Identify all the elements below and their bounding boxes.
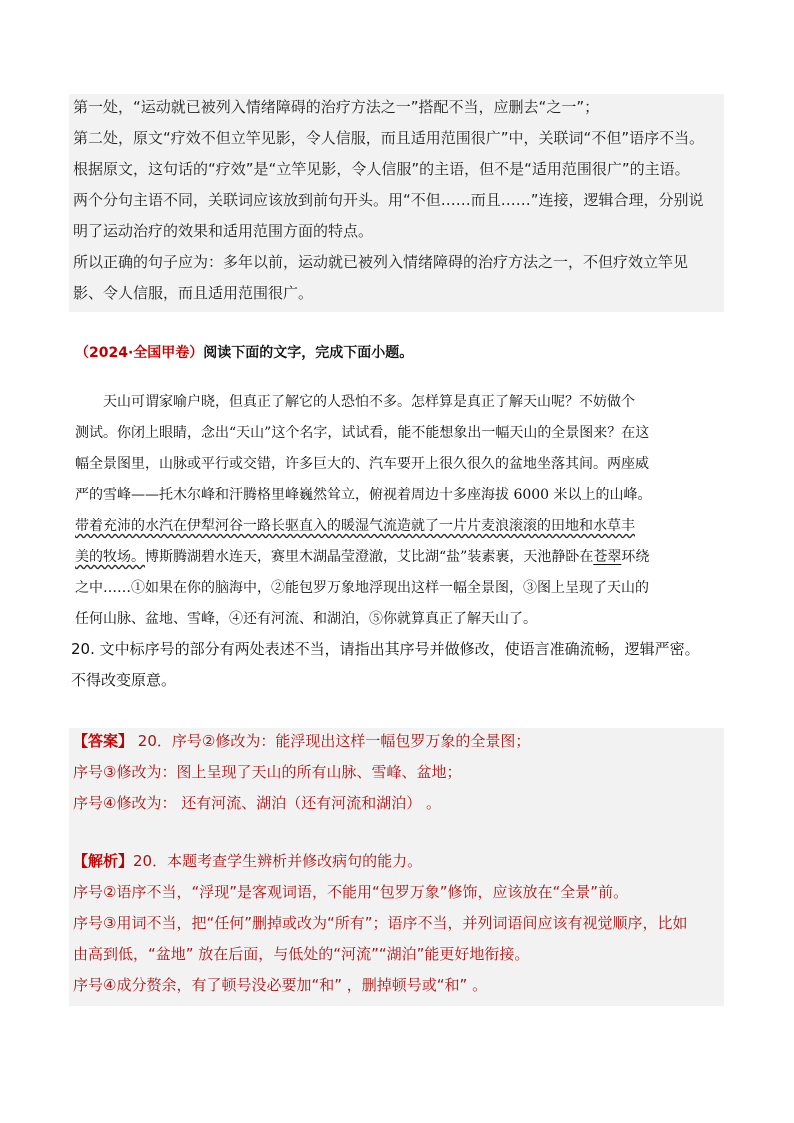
heading-instruction: 阅读下面的文字，完成下面小题。 — [203, 345, 414, 361]
passage-line-4: 严的雪峰——托木尔峰和汗腾格里峰巍然耸立，俯视着周边十多座海拔 6000 米以上的山峰。 — [75, 487, 652, 503]
answer-line-1 — [73, 731, 530, 751]
question-line-2: 不得改变原意。 — [71, 671, 177, 689]
explanation-label: 【解析】 — [73, 852, 134, 870]
analysis-line-7: 影、令人信服，而且适用范围很广。 — [73, 284, 314, 302]
explanation-line-3: 序号③用词不当，把“任何”删掉或改为“所有”；语序不当，并列词语间应该有视觉顺序，比如 — [73, 914, 688, 932]
passage-line-2: 测试。你闭上眼睛，念出“天山”这个名字，试试看，能不能想象出一幅天山的全景图来？在这 — [75, 425, 650, 441]
analysis-line-6: 所以正确的句子应为：多年以前，运动就已被列入情绪障碍的治疗方法之一，不但疗效立竿见 — [73, 253, 689, 271]
analysis-line-1: 第一处，“运动就已被列入情绪障碍的治疗方法之一”搭配不当，应删去“之一”； — [73, 98, 600, 116]
passage-line-1: 天山可谓家喻户晓，但真正了解它的人恐怕不多。怎样算是真正了解天山呢？不妨做个 — [103, 394, 635, 410]
answer-line-2: 序号③修改为：图上呈现了天山的所有山脉、雪峰、盆地； — [73, 763, 462, 781]
explanation-line-1-text: 20．本题考查学生辨析并修改病句的能力。 — [133, 852, 423, 870]
question-heading — [75, 342, 413, 362]
source-tag: （2024·全国甲卷） — [75, 345, 204, 361]
answer-line-1-text: 20．序号②修改为：能浮现出这样一幅包罗万象的全景图； — [133, 732, 531, 750]
answer-line-3: 序号④修改为： 还有河流、湖泊（还有河流和湖泊） 。 — [73, 794, 441, 812]
explanation-line-1 — [73, 851, 422, 871]
analysis-line-3: 根据原文，这句话的“疗效”是“立竿见影，令人信服”的主语，但不是“适用范围很广”的主语。 — [73, 160, 690, 178]
passage-line-6-text-a: 博斯腾湖碧水连天，赛里木湖晶莹澄澈，艾比湖“盐”装素裹，天池静卧在 — [145, 549, 594, 565]
passage-line-6 — [75, 547, 649, 567]
question-line-1: 20. 文中标序号的部分有两处表述不当，请指出其序号并做修改，使语言准确流畅，逻辑严密。 — [71, 640, 700, 658]
passage-underlined-word: 苍翠 — [593, 549, 622, 565]
passage-line-7: 之中……①如果在你的脑海中，②能包罗万象地浮现出这样一幅全景图，③图上呈现了天山的 — [75, 580, 649, 596]
passage-line-3: 幅全景图里，山脉或平行或交错，许多巨大的、汽车要开上很久很久的盆地坐落其间。两座威 — [75, 456, 649, 472]
analysis-line-4: 两个分句主语不同，关联词应该放到前句开头。用“不但……而且……”连接，逻辑合理，分别说 — [73, 191, 704, 209]
passage-line-6-text-b: 环绕 — [621, 549, 650, 565]
analysis-line-5: 明了运动治疗的效果和适用范围方面的特点。 — [73, 222, 374, 240]
answer-label: 【答案】 — [73, 732, 134, 750]
explanation-line-4: 由高到低，“盆地” 放在后面，与低处的“河流”“湖泊”能更好地衔接。 — [73, 945, 530, 963]
passage-line-5: 带着充沛的水汽在伊犁河谷一路长驱直入的暖湿气流造就了一片片麦浪滚滚的田地和水草丰 — [75, 518, 635, 534]
passage-line-8: 任何山脉、盆地、雪峰，④还有河流、和湖泊，⑤你就算真正了解天山了。 — [75, 611, 537, 627]
analysis-line-2: 第二处，原文“疗效不但立竿见影，令人信服，而且适用范围很广”中，关联词“不但”语序不当。 — [73, 129, 705, 147]
passage-wavy-segment: 美的牧场。 — [75, 549, 145, 565]
explanation-line-2: 序号②语序不当，“浮现”是客观词语，不能用“包罗万象”修饰，应该放在“全景”前。 — [73, 883, 629, 901]
explanation-line-5: 序号④成分赘余，有了顿号没必要加“和” ，删掉顿号或“和” 。 — [73, 976, 488, 994]
